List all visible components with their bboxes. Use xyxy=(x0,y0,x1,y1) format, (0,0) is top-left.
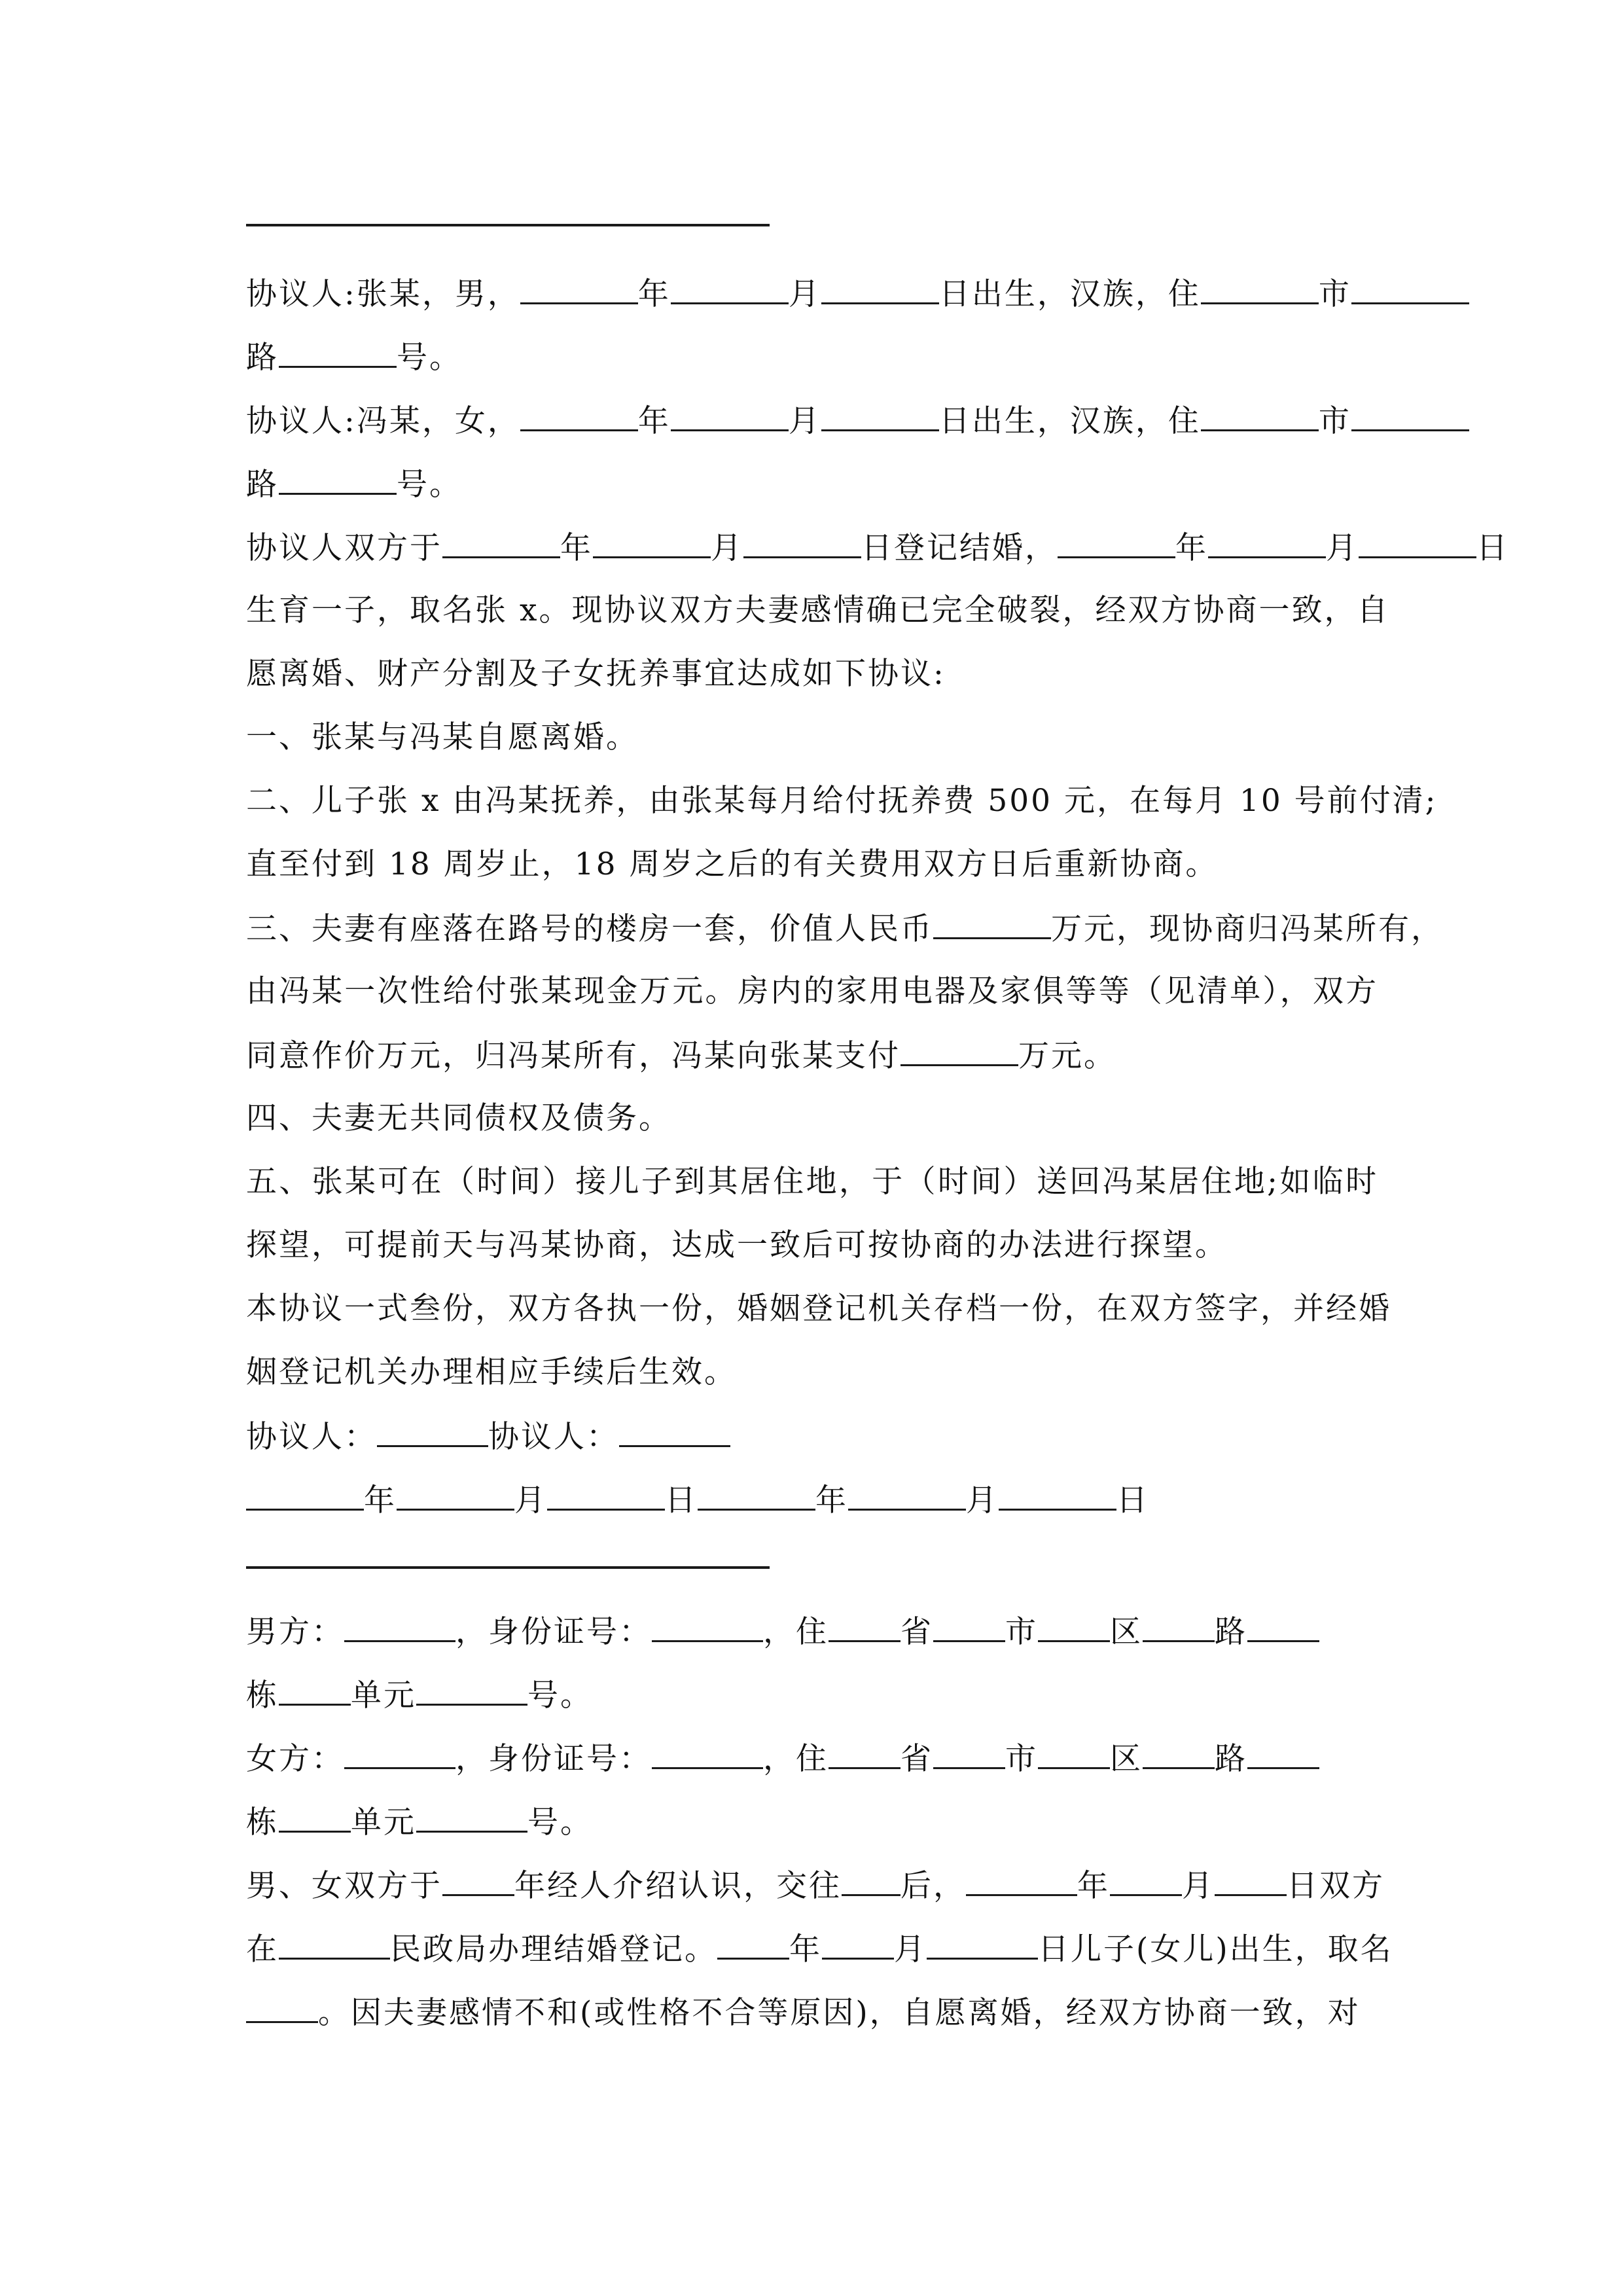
clause-3-line2: 由冯某一次性给付张某现金万元。房内的家用电器及家俱等等（见清单），双方 xyxy=(246,973,1378,1009)
party-zhang-line1: 协议人:张某，男， 年 月 日出生，汉族，住 市 xyxy=(246,274,1378,314)
couple-para-line1: 男、女双方于 年经人介绍认识，交往 后， 年 月 日双方 xyxy=(246,1865,1378,1906)
party-feng-line2: 路 号。 xyxy=(246,464,1378,505)
marriage-para-line2: 生育一子，取名张 x。现协议双方夫妻感情确已完全破裂，经双方协商一致，自 xyxy=(246,592,1390,628)
final-para-line1: 本协议一式叁份，双方各执一份，婚姻登记机关存档一份，在双方签字，并经婚 xyxy=(246,1291,1391,1327)
marriage-para-line3: 愿离婚、财产分割及子女抚养事宜达成如下协议: xyxy=(246,656,946,692)
clause-2-line1: 二、儿子张 x 由冯某抚养，由张某每月给付抚养费 500 元，在每月 10 号前付清; xyxy=(246,783,1438,819)
section-divider-2 xyxy=(246,1566,770,1569)
clause-2-line2: 直至付到 18 周岁止，18 周岁之后的有关费用双方日后重新协商。 xyxy=(246,846,1219,882)
clause-3-line1: 三、夫妻有座落在路号的楼房一套，价值人民币 万元，现协商归冯某所有， xyxy=(246,908,1378,949)
clause-5-line2: 探望，可提前天与冯某协商，达成一致后可按协商的办法进行探望。 xyxy=(246,1227,1228,1263)
marriage-para-line1: 协议人双方于 年 月 日登记结婚， 年 月 日 xyxy=(246,528,1378,568)
clause-1: 一、张某与冯某自愿离婚。 xyxy=(246,719,639,755)
woman-line1: 女方： ，身份证号： ，住 省 市 区 路 xyxy=(246,1738,1378,1779)
clause-5-line1: 五、张某可在（时间）接儿子到其居住地，于（时间）送回冯某居住地;如临时 xyxy=(246,1164,1378,1200)
signature-line: 协议人： 协议人： xyxy=(246,1416,1378,1457)
clause-4: 四、夫妻无共同债权及债务。 xyxy=(246,1100,671,1136)
date-line: 年 月 日 年 月 日 xyxy=(246,1480,1378,1520)
man-line2: 栋 单元 号。 xyxy=(246,1675,1378,1715)
section-divider xyxy=(246,224,770,226)
couple-para-line2: 在 民政局办理结婚登记。 年 月 日儿子(女儿)出生，取名 xyxy=(246,1929,1378,1969)
party-zhang-line2: 路 号。 xyxy=(246,337,1378,378)
man-line1: 男方： ，身份证号： ，住 省 市 区 路 xyxy=(246,1611,1378,1652)
final-para-line2: 姻登记机关办理相应手续后生效。 xyxy=(246,1354,737,1390)
party-feng-line1: 协议人:冯某，女， 年 月 日出生，汉族，住 市 xyxy=(246,401,1378,441)
woman-line2: 栋 单元 号。 xyxy=(246,1802,1378,1842)
clause-3-line3: 同意作价万元，归冯某所有，冯某向张某支付 万元。 xyxy=(246,1035,1378,1076)
couple-para-line3: 。因夫妻感情不和(或性格不合等原因)，自愿离婚，经双方协商一致，对 xyxy=(246,1992,1378,2033)
